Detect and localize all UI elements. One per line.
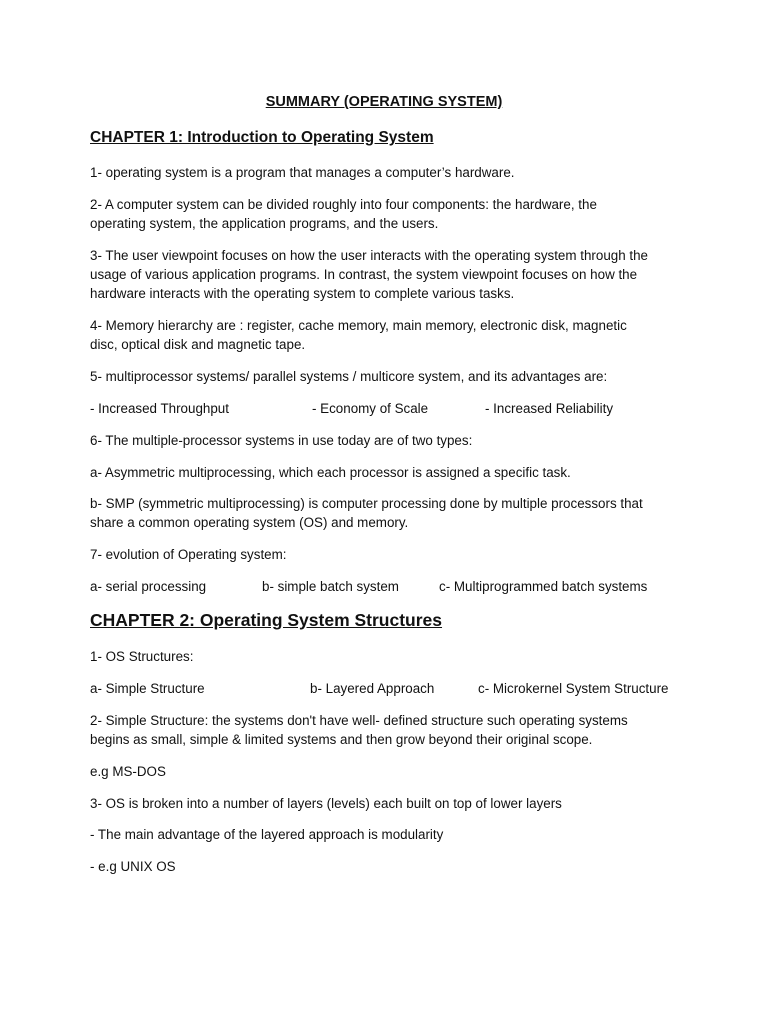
ch1-point-3-line-2: usage of various application programs. In contrast, the system viewpoint focuses on how the bbox=[90, 267, 638, 282]
ch1-point-6a: a- Asymmetric multiprocessing, which each processor is assigned a specific task. bbox=[90, 465, 571, 480]
ch1-point-5: 5- multiprocessor systems/ parallel systems / multicore system, and its advantages are: bbox=[90, 369, 608, 384]
structure-microkernel: c- Microkernel System Structure bbox=[478, 681, 669, 696]
advantage-throughput: - Increased Throughput bbox=[90, 401, 229, 416]
ch1-point-3-line-1: 3- The user viewpoint focuses on how the user interacts with the operating system through the bbox=[90, 248, 648, 263]
chapter-1-heading: CHAPTER 1: Introduction to Operating System bbox=[90, 129, 434, 146]
ch1-point-6b-line-2: share a common operating system (OS) and memory. bbox=[90, 515, 409, 530]
ch1-point-6: 6- The multiple-processor systems in use today are of two types: bbox=[90, 433, 473, 448]
structure-layered: b- Layered Approach bbox=[310, 681, 435, 696]
ch2-example-msdos: e.g MS-DOS bbox=[90, 764, 166, 779]
evolution-batch: b- simple batch system bbox=[262, 579, 399, 594]
ch1-point-7: 7- evolution of Operating system: bbox=[90, 547, 287, 562]
ch2-example-unix: - e.g UNIX OS bbox=[90, 859, 176, 874]
ch1-point-4-line-2: disc, optical disk and magnetic tape. bbox=[90, 337, 306, 352]
ch1-point-4-line-1: 4- Memory hierarchy are : register, cache memory, main memory, electronic disk, magnetic bbox=[90, 318, 627, 333]
evolution-serial: a- serial processing bbox=[90, 579, 207, 594]
ch2-point-2-line-1: 2- Simple Structure: the systems don't have well- defined structure such operating systems bbox=[90, 713, 628, 728]
chapter-2-heading: CHAPTER 2: Operating System Structures bbox=[90, 610, 443, 630]
structure-simple: a- Simple Structure bbox=[90, 681, 205, 696]
ch2-point-3: 3- OS is broken into a number of layers (levels) each built on top of lower layers bbox=[90, 796, 562, 811]
document-title: SUMMARY (OPERATING SYSTEM) bbox=[265, 94, 503, 110]
evolution-multiprogrammed: c- Multiprogrammed batch systems bbox=[439, 579, 648, 594]
ch1-point-6b-line-1: b- SMP (symmetric multiprocessing) is computer processing done by multiple processors that bbox=[90, 496, 643, 511]
ch1-point-1: 1- operating system is a program that manages a computer’s hardware. bbox=[90, 165, 515, 180]
ch2-point-1: 1- OS Structures: bbox=[90, 649, 194, 664]
advantage-reliability: - Increased Reliability bbox=[485, 401, 614, 416]
advantage-economy: - Economy of Scale bbox=[312, 401, 429, 416]
ch1-point-3-line-3: hardware interacts with the operating system to complete various tasks. bbox=[90, 286, 515, 301]
ch1-point-2-line-1: 2- A computer system can be divided roughly into four components: the hardware, the bbox=[90, 197, 597, 212]
ch1-point-2-line-2: operating system, the application programs, and the users. bbox=[90, 216, 439, 231]
ch2-point-3-advantage: - The main advantage of the layered approach is modularity bbox=[90, 827, 444, 842]
ch2-point-2-line-2: begins as small, simple & limited systems and then grow beyond their original scope. bbox=[90, 732, 593, 747]
